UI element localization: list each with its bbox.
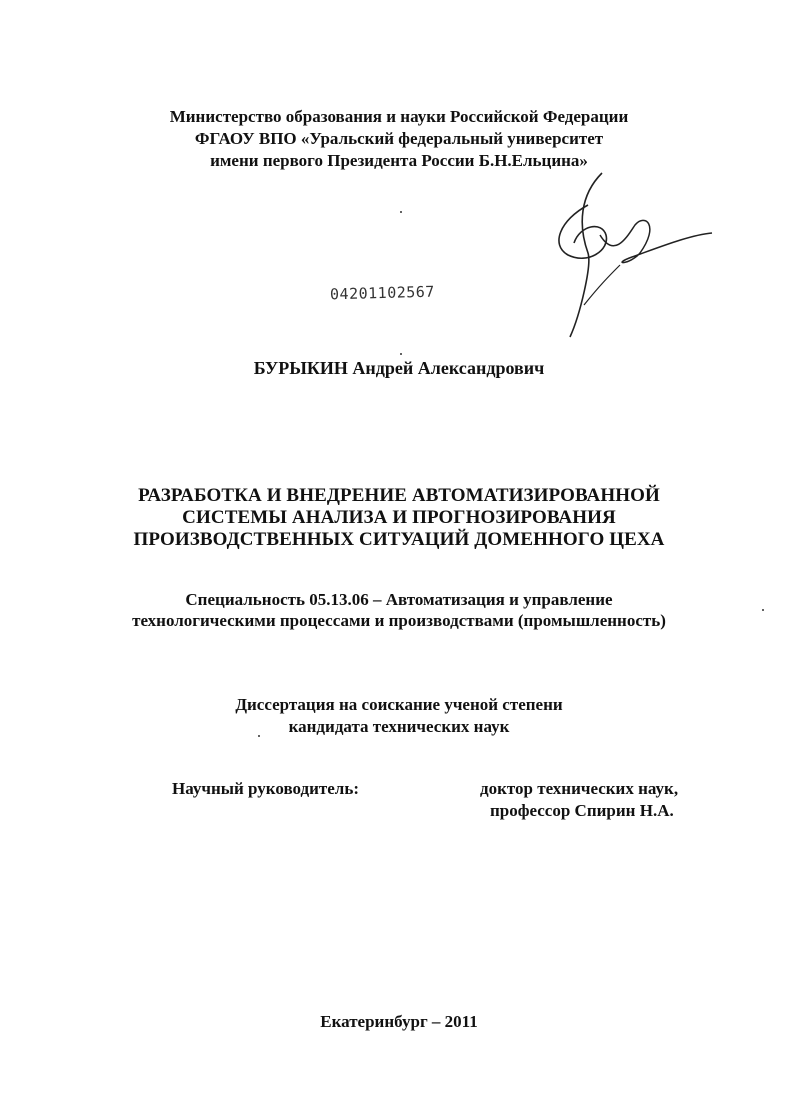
dissertation-title-line1: РАЗРАБОТКА И ВНЕДРЕНИЕ АВТОМАТИЗИРОВАННОЙ [138, 485, 660, 506]
header-university: ФГАОУ ВПО «Уральский федеральный университет [194, 129, 604, 148]
header-university-name: имени первого Президента России Б.Н.Ельцина» [210, 151, 588, 170]
signature-icon [540, 165, 720, 345]
footer-city-year: Екатеринбург – 2011 [320, 1012, 478, 1031]
dissertation-title-line2: СИСТЕМЫ АНАЛИЗА И ПРОГНОЗИРОВАНИЯ [182, 507, 616, 528]
scan-speck [762, 609, 764, 611]
supervisor-title: доктор технических наук, [480, 779, 679, 798]
degree-line2: кандидата технических наук [288, 717, 510, 736]
scan-speck [258, 735, 260, 737]
supervisor-name: профессор Спирин Н.А. [490, 801, 674, 820]
header-ministry: Министерство образования и науки Российской Федерации [169, 107, 629, 126]
author-name: БУРЫКИН Андрей Александрович [253, 358, 545, 378]
degree-line1: Диссертация на соискание ученой степени [235, 695, 563, 714]
scan-speck [400, 353, 402, 355]
supervisor-label: Научный руководитель: [172, 779, 359, 798]
scan-speck [400, 211, 402, 213]
registration-number: 04201102567 [329, 282, 436, 304]
specialty-line2: технологическими процессами и производствами (промышленность) [132, 611, 666, 630]
dissertation-title-line3: ПРОИЗВОДСТВЕННЫХ СИТУАЦИЙ ДОМЕННОГО ЦЕХА [133, 529, 665, 550]
specialty-line1: Специальность 05.13.06 – Автоматизация и управление [185, 590, 613, 609]
